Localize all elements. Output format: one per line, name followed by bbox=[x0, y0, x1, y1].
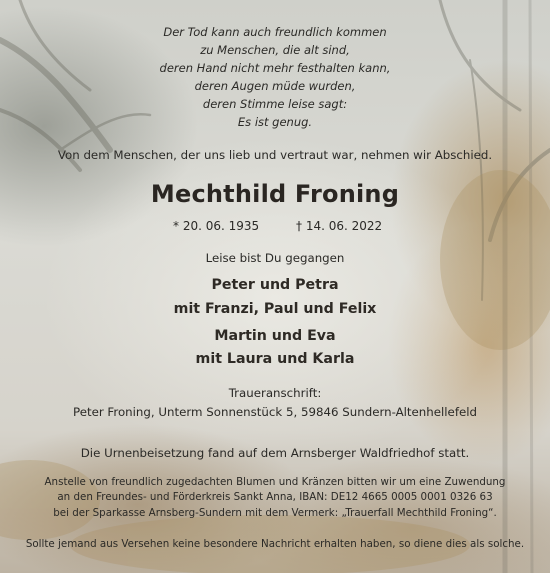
deceased-name: Mechthild Froning bbox=[150, 180, 400, 208]
life-dates bbox=[0, 219, 550, 235]
mourning-address: Peter Froning, Unterm Sonnenstück 5, 59846 Sundern-Altenhellefeld bbox=[73, 405, 477, 419]
family-line-1: Peter und Petra bbox=[211, 277, 339, 293]
donation-line-2: an den Freundes- und Förderkreis Sankt Anna, IBAN: DE12 4665 0005 0001 0326 63 bbox=[57, 491, 493, 503]
poem-line-3: deren Hand nicht mehr festhalten kann, bbox=[159, 61, 391, 75]
poem-line-4: deren Augen müde wurden, bbox=[194, 79, 356, 93]
address-label: Traueranschrift: bbox=[228, 386, 322, 400]
farewell-text: Von dem Menschen, der uns lieb und vertraut war, nehmen wir Abschied. bbox=[57, 148, 493, 162]
family-line-2: mit Franzi, Paul und Felix bbox=[173, 301, 377, 317]
donation-line-3: bei der Sparkasse Arnsberg-Sundern mit dem Vermerk: „Trauerfall Mechthild Froning“. bbox=[53, 507, 497, 519]
burial-note: Die Urnenbeisetzung fand auf dem Arnsberger Waldfriedhof statt. bbox=[80, 446, 470, 460]
birth-date: * 20. 06. 1935 bbox=[173, 219, 260, 233]
notice-footer: Sollte jemand aus Versehen keine besondere Nachricht erhalten haben, so diene dies als solche. bbox=[25, 538, 525, 550]
poem-line-5: deren Stimme leise sagt: bbox=[202, 97, 348, 111]
death-date: † 14. 06. 2022 bbox=[296, 219, 383, 233]
family-line-4: mit Laura und Karla bbox=[195, 351, 355, 367]
donation-line-1: Anstelle von freundlich zugedachten Blumen und Kränzen bitten wir um eine Zuwendung bbox=[44, 476, 506, 488]
motto-text: Leise bist Du gegangen bbox=[205, 251, 345, 265]
poem-line-2: zu Menschen, die alt sind, bbox=[200, 43, 350, 57]
poem-line-6: Es ist genug. bbox=[237, 115, 313, 129]
family-line-3: Martin und Eva bbox=[214, 328, 336, 344]
poem-line-1: Der Tod kann auch freundlich kommen bbox=[163, 25, 387, 39]
